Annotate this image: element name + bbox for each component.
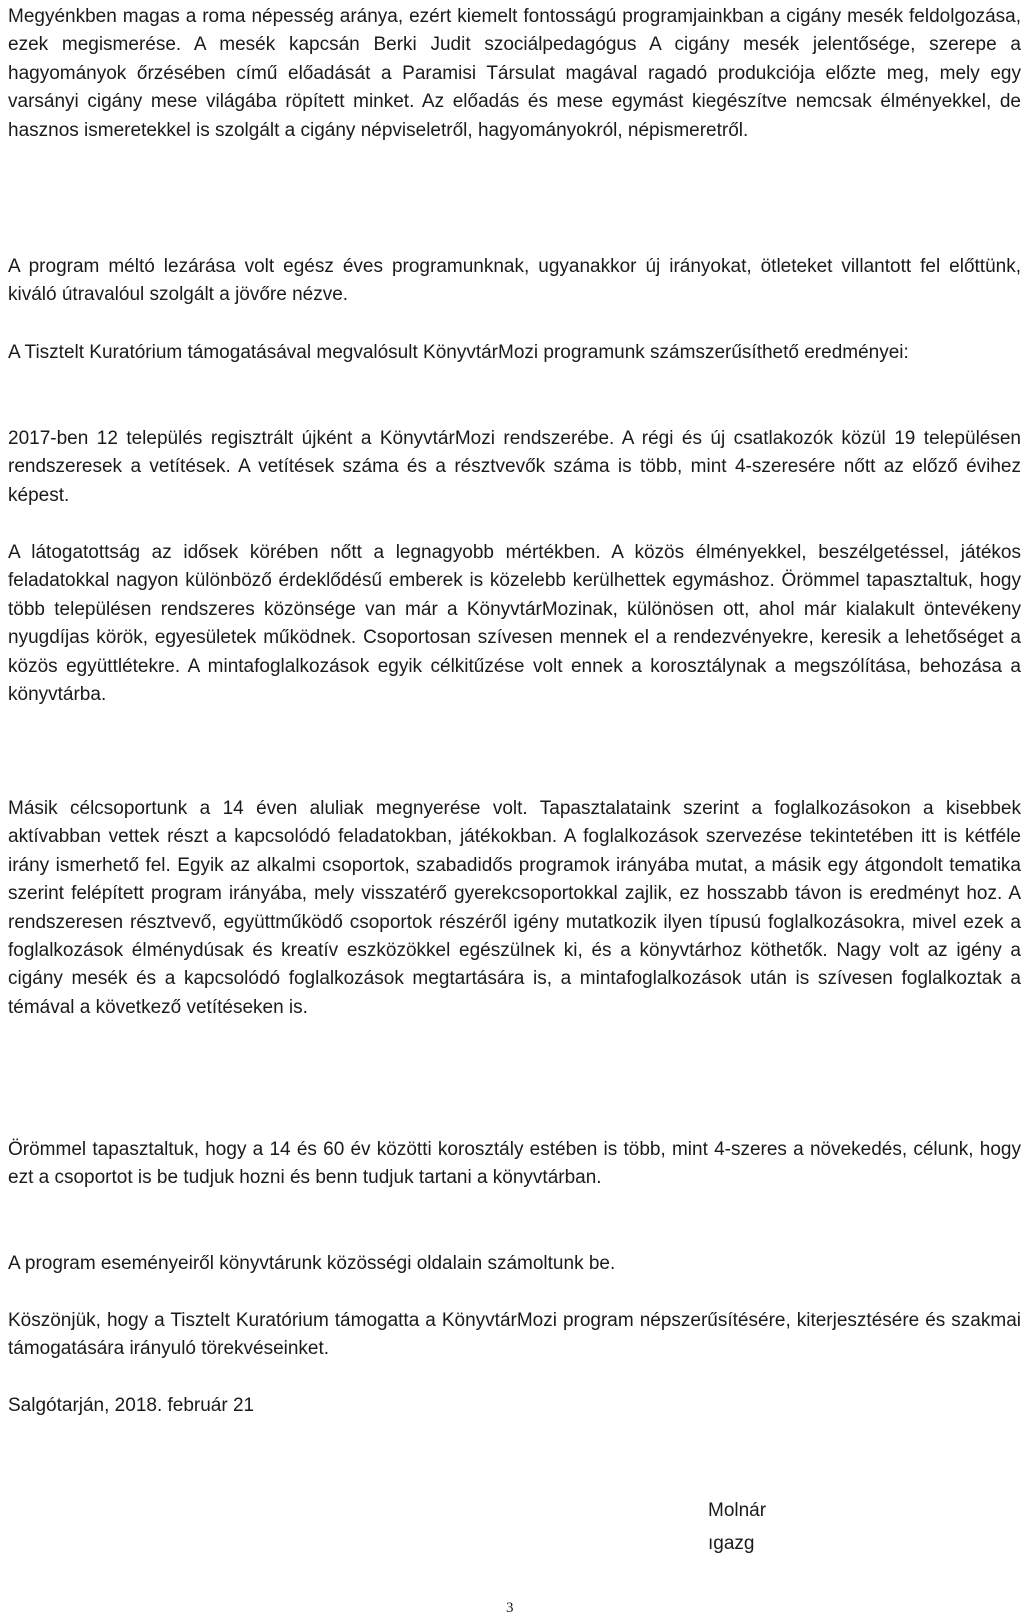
signatory-name: Molnár [708,1500,767,1521]
document-page [8,0,1021,1622]
body-paragraph-thanks: Köszönjük, hogy a Tisztelt Kuratórium támogatta a KönyvtárMozi program népszerűsítésére, kiterjesztésére és szakmai támogatására irányuló törekvéseinket. [8,1310,1021,1360]
body-paragraph-program-closing: A program méltó lezárása volt egész éves programunknak, ugyanakkor új irányokat, ötleteket villantott fel előttünk, kiváló útravalóul szolgált a jövőre nézve. [8,256,1021,306]
page-number: 3 [506,1600,514,1616]
signatory-title: ıgazg [708,1533,755,1554]
body-paragraph-children-target-group: Másik célcsoportunk a 14 éven aluliak megnyerése volt. Tapasztalataink szerint a foglalkozásokon a kisebbek aktívabban vettek részt a kapcsolódó feladatokban, játékokban. A foglalkozások szervezése tekintetében itt is kétféle irány ismerhető fel. Egyik az alkalmi csoportok, szabadidős programok irányába mutat, a másik egy átgondolt tematika szerint felépített program irányába, mely visszatérő gyerekcsoportokkal zajlik, ez hosszabb távon is eredményt hoz. A rendszeresen résztvevő, együttműködő csoportok részéről igény mutatkozik ilyen típusú foglalkozásokra, mivel ezek a foglalkozások élménydúsak és kreatív eszközökkel egészülnek ki, és a könyvtárhoz köthetők. Nagy volt az igény a cigány mesék és a kapcsolódó foglalkozások megtartására is, a mintafoglalkozások után is szívesen foglalkoztak a témával a következő vetítéseken is. [8,798,1021,1018]
body-paragraph-roma-tales: Megyénkben magas a roma népesség aránya, ezért kiemelt fontosságú programjainkban a cigány mesék feldolgozása, ezek megismerése. A mesék kapcsán Berki Judit szociálpedagógus A cigány mesék jelentősége, szerepe a hagyományok őrzésében című előadását a Paramisi Társulat magával ragadó produkciója előzte meg, mely egy varsányi cigány mese világába röpített minket. Az előadás és mese egymást kiegészítve nemcsak élményekkel, de hasznos ismeretekkel is szolgált a cigány népviseletről, hagyományokról, népismeretről. [8,6,1021,141]
body-paragraph-elderly-attendance: A látogatottság az idősek körében nőtt a legnagyobb mértékben. A közös élményekkel, beszélgetéssel, játékos feladatokkal nagyon különböző érdeklődésű emberek is közelebb kerülhettek egymáshoz. Örömmel tapasztaltuk, hogy több településen rendszeres közönsége van már a KönyvtárMozinak, különösen ott, ahol már kialakult öntevékeny nyugdíjas körök, egyesületek működnek. Csoportosan szívesen mennek el a rendezvényekre, keresik a lehetőséget a közös együttlétekre. A mintafoglalkozások egyik célkitűzése volt ennek a korosztálynak a megszólítása, behozása a könyvtárba. [8,542,1021,706]
body-paragraph-results-intro: A Tisztelt Kuratórium támogatásával megvalósult KönyvtárMozi programunk számszerűsíthető eredményei: [8,342,909,363]
place-and-date: Salgótarján, 2018. február 21 [8,1395,255,1416]
body-paragraph-social-media: A program eseményeiről könyvtárunk közösségi oldalain számoltunk be. [8,1253,616,1274]
body-paragraph-adult-growth: Örömmel tapasztaltuk, hogy a 14 és 60 év közötti korosztály estében is több, mint 4-szeres a növekedés, célunk, hogy ezt a csoportot is be tudjuk hozni és benn tudjuk tartani a könyvtárban. [8,1139,1021,1189]
body-paragraph-settlements: 2017-ben 12 település regisztrált újként a KönyvtárMozi rendszerébe. A régi és új csatlakozók közül 19 településen rendszeresek a vetítések. A vetítések száma és a résztvevők száma is több, mint 4-szeresére nőtt az előző évihez képest. [8,428,1021,506]
